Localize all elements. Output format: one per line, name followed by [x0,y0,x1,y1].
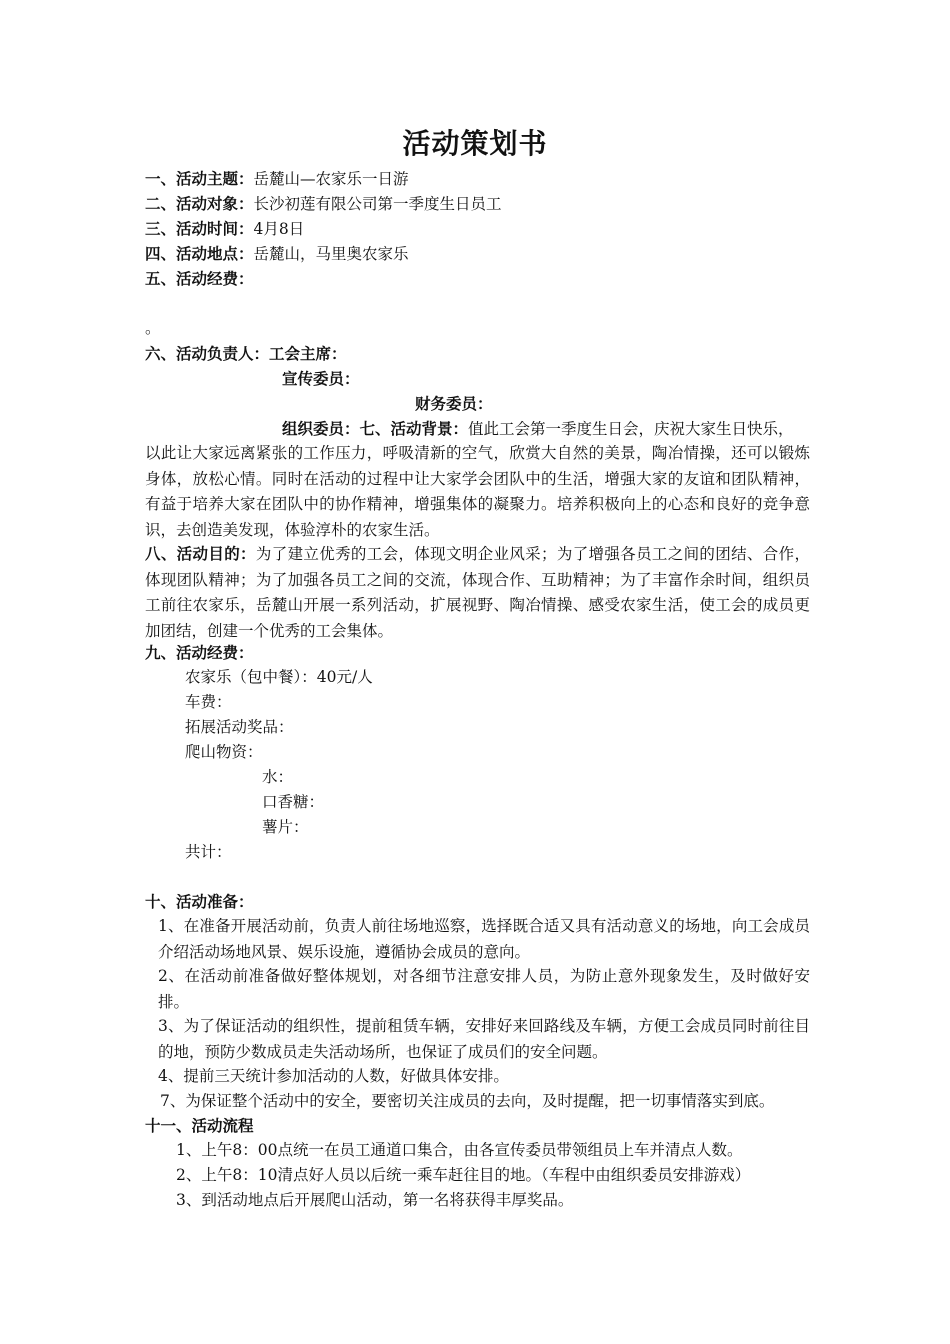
section-label: 四、活动地点： [145,244,254,263]
finance-label: 财务委员： [415,394,493,413]
section-label: 八、活动目的： [145,544,256,563]
budget-subitem: 薯片： [262,818,309,836]
preparation-step: 3、为了保证活动的组织性，提前租赁车辆，安排好来回路线及车辆，方便工会成员同时前往目的地，预防少数成员走失活动场所，也保证了成员们的安全问题。 [158,1017,810,1061]
section-flow-header: 十一、活动流程 [145,1116,254,1135]
section-value: 长沙初莲有限公司第一季度生日员工 [253,195,502,213]
chair-label: 工会主席： [269,344,347,363]
stray-punctuation: 。 [145,319,161,337]
budget-item: 车费： [185,693,232,711]
preparation-step: 2、在活动前准备做好整体规划，对各细节注意安排人员，为防止意外现象发生，及时做好安排。 [158,967,810,1011]
budget-item: 农家乐（包中餐）：40元/人 [185,668,373,686]
organizer-label: 组织委员： [282,419,360,438]
budget-total: 共计： [185,843,232,861]
section-location [145,241,810,267]
preparation-step: 7、为保证整个活动中的安全，要密切关注成员的去向，及时提醒，把一切事情落实到底。 [160,1092,775,1110]
purpose-text: 为了建立优秀的工会，体现文明企业风采；为了增强各员工之间的团结、合作，体现团队精神；为了加强各员工之间的交流，体现合作、互助精神；为了丰富作余时间，组织员工前往农家乐，岳麓山开展一系列活动，扩展视野、陶冶情操、感受农家生活，使工会的成员更加团结，创建一个优秀的工会集体。 [145,545,810,640]
flow-step: 1、上午8：00点统一在员工通道口集合，由各宣传委员带领组员上车并清点人数。 [176,1141,743,1159]
section-budget-detail-header: 九、活动经费： [145,643,254,662]
section-label: 三、活动时间： [145,219,254,238]
budget-item: 拓展活动奖品： [185,718,294,736]
section-theme [145,166,810,192]
section-budget-header [145,266,810,292]
background-text-start: 值此工会第一季度生日会，庆祝大家生日快乐， [468,420,794,438]
section-audience [145,191,810,217]
flow-step: 2、上午8：10清点好人员以后统一乘车赶往目的地。（车程中由组织委员安排游戏） [176,1166,751,1184]
section-label: 二、活动对象： [145,194,254,213]
preparation-step: 1、在准备开展活动前，负责人前往场地巡察，选择既合适又具有活动意义的场地，向工会成员介绍活动场地风景、娱乐设施，遵循协会成员的意向。 [158,917,810,961]
section-preparation-header: 十、活动准备： [145,892,254,911]
budget-subitem: 水： [262,768,294,786]
section-responsible [145,341,810,366]
section-label: 六、活动负责人： [145,344,270,363]
section-label: 一、活动主题： [145,169,254,188]
section-value: 岳麓山—农家乐一日游 [253,170,409,188]
section-background-first-line [282,416,810,442]
document-title: 活动策划书 [402,127,548,160]
background-text: 以此让大家远离紧张的工作压力，呼吸清新的空气，欣赏大自然的美景，陶冶情操，还可以锻炼身体，放松心情。同时在活动的过程中让大家学会团队中的生活，增强大家的友谊和团队精神，有益于培养大家在团队中的协作精神，增强集体的凝聚力。培养积极向上的心态和良好的竞争意识，去创造美发现，体验淳朴的农家生活。 [145,444,810,539]
budget-item: 爬山物资： [185,743,263,761]
section-purpose [145,541,810,644]
section-label: 五、活动经费： [145,269,254,288]
section-label: 七、活动背景： [359,419,469,438]
budget-subitem: 口香糖： [262,793,325,811]
section-value: 岳麓山，马里奥农家乐 [253,245,409,263]
preparation-step: 4、提前三天统计参加活动的人数，好做具体安排。 [158,1067,509,1085]
section-time [145,216,810,242]
publicity-label: 宣传委员： [282,369,360,388]
flow-step: 3、到活动地点后开展爬山活动，第一名将获得丰厚奖品。 [176,1191,574,1209]
section-value: 4月8日 [253,220,305,238]
